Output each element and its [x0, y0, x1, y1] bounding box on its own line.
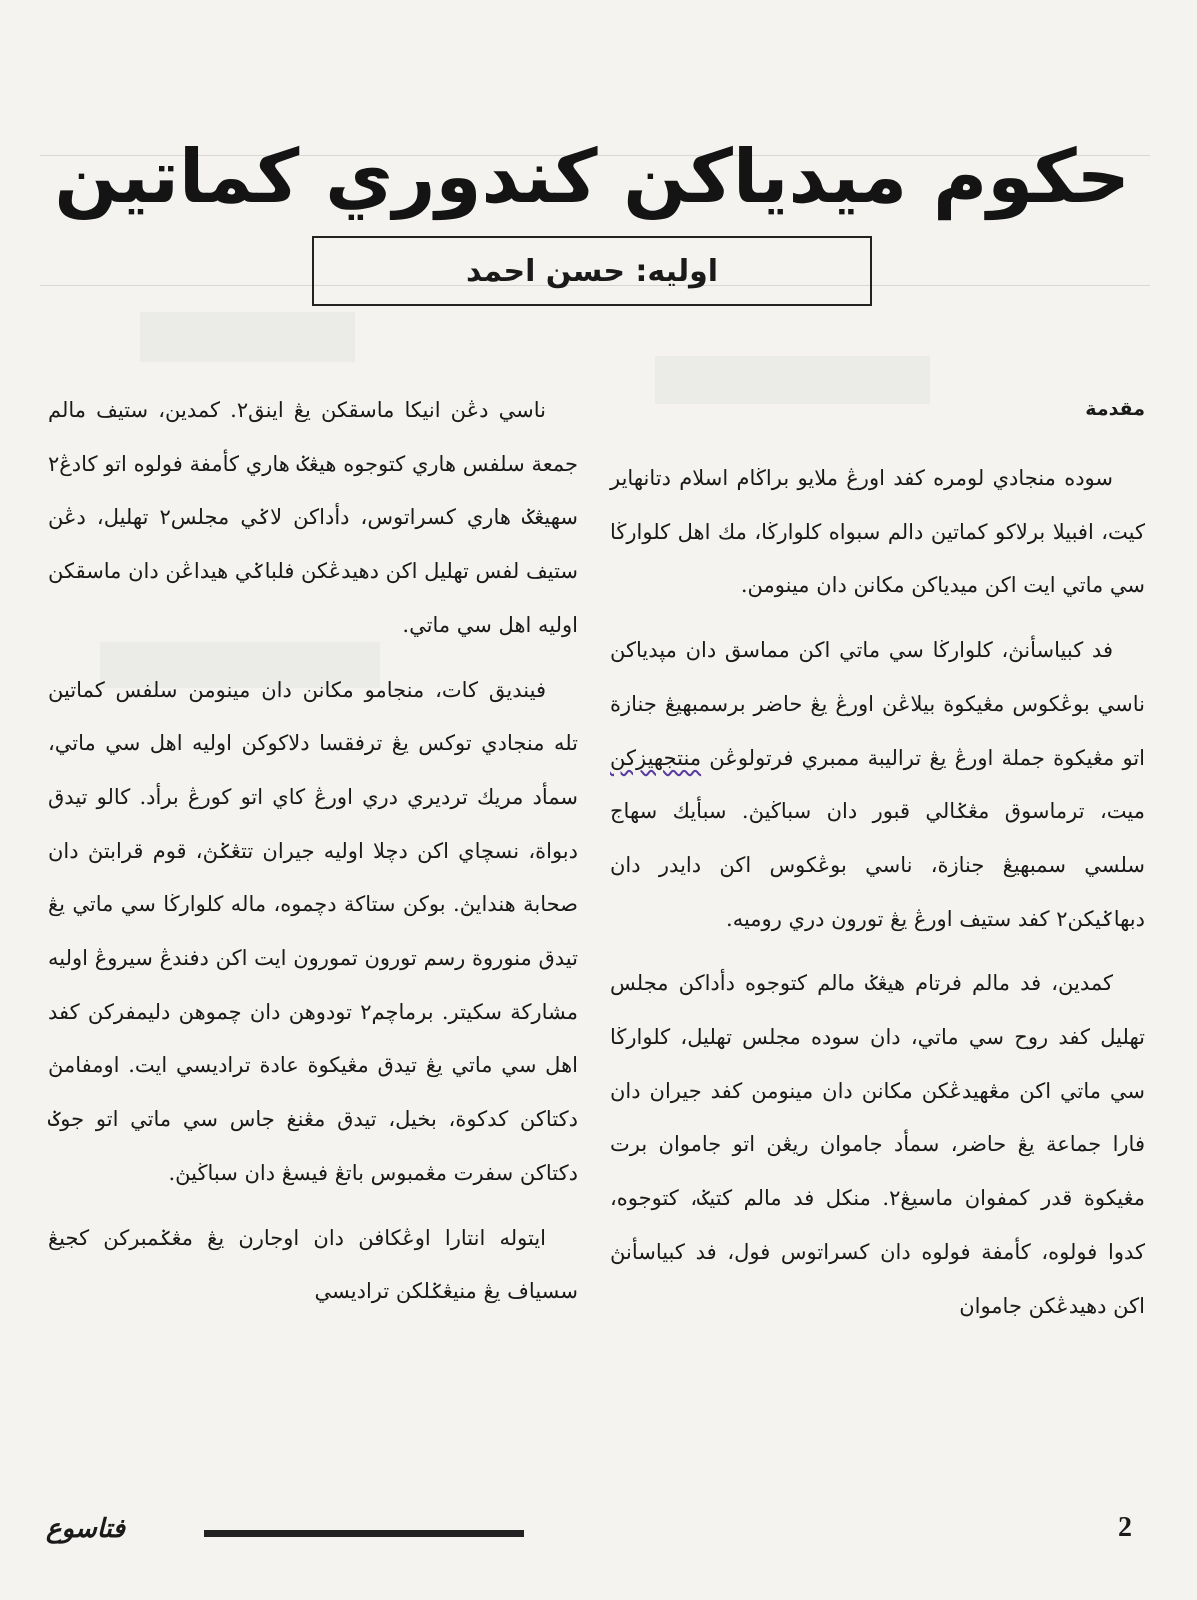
author-box — [312, 236, 872, 306]
left-column — [48, 384, 578, 1330]
author-byline: اوليه: حسن احمد — [466, 253, 719, 289]
paragraph: فينديق كات، منجامو مكانن دان مينومن سلفس كماتين تله منجادي توكس يڠ ترفقسا دلاكوكن اوليه اهل سي ماتي، سمأد مريك ترديري دري اورڠ كاي اتو كورڠ برأد. كالو تيدق دبواة، نسچاي اكن دچلا اوليه جيران تتڠݢڽ، قوم قرابتڽ دان صحابة هندايڽ. بوكن ستاكة دچموه، ماله كلوارڬا سي ماتي يڠ تيدق منوروة رسم تورون تمورون ايت اكن دفندڠ سيروڠ اوليه مشاركة سكيتر. برماچم٢ تودوهن دان چموهن دليمفركن كفد اهل سي ماتي يڠ تيدق مڠيكوة عادة تراديسي ايت. اومفامڽ دكتاكن كدكوة، بخيل، تيدق مڠنغ جاس سي ماتي اتو جوݢ دكتاكن سفرت مڠمبوس باتڠ فيسڠ دان سباڬيڽ. — [48, 677, 578, 1185]
publication-logo: فتاسوع — [46, 1514, 125, 1544]
footer-rule — [204, 1530, 524, 1537]
page-number: 2 — [1118, 1512, 1132, 1543]
right-column — [610, 452, 1145, 1344]
article-title: حكوم ميدياكن كندوري كماتين — [54, 133, 1130, 220]
paragraph: كمدين، فد مالم فرتام هيڠݢ مالم كتوجوه دأداكن مجلس تهليل كفد روح سي ماتي، دان سوده مجلس تهليل، كلوارڬا سي ماتي اكن مڠهيدڠكن مكانن دان مينومن كفد جيران دان فارا جماعة يڠ حاضر، سمأد جاموان ريڠن اتو جاموان برت مڠيكوة قدر كمفوان ماسيڠ٢. منكل فد مالم كتيݢ، كتوجوه، كدوا فولوه، كأمفة فولوه دان كسراتوس فول، فد كبياسأنڽ اكن دهيدڠكن جاموان — [610, 971, 1146, 1318]
bleed-through-block — [140, 312, 355, 362]
paragraph-underlined: فد كبياسأنڽ، كلوارڬا سي ماتي اكن مماسق دان مڽدياكن ناسي بوڠكوس مڠيكوة بيلاڠن اورڠ يڠ حاضر برسمبهيڠ جنازة اتو مڠيكوة جملة اورڠ يڠ تراليبة ممبري فرتولوڠن منتجهيزكن ميت، ترماسوق مڠݢالي قبور دان سباڬيڽ. سبأيك سهاج سلسي سمبهيڠ جنازة، ناسي بوڠكوس اكن دايدر دان دبهاݢيكن٢ كفد ستيف اورڠ يڠ تورون دري روميه. — [610, 638, 1145, 931]
paragraph: سوده منجادي لومره كفد اورڠ ملايو براڬام اسلام دتانهاير كيت، افبيلا برلاكو كماتين دالم سبواه كلوارڬا، مك اهل كلوارڬا سي ماتي ايت اكن ميدياكن مكانن دان مينومن. — [610, 466, 1145, 598]
paragraph: ايتوله انتارا اوڠكافن دان اوجارن يڠ مڠݢمبركن كجيڠ سسياف يڠ منيڠݢلكن تراديسي — [48, 1225, 578, 1304]
underlined-word: منتجهيزكن — [610, 745, 702, 770]
section-heading: مقدمة — [1085, 398, 1145, 420]
paragraph: ناسي دڠن انيكا ماسقكن يڠ اينق٢. كمدين، ستيف مالم جمعة سلفس هاري كتوجوه هيڠݢ هاري كأمفة فولوه اتو كادڠ٢ سهيڠݢ هاري كسراتوس، دأداكن لاݢي مجلس٢ تهليل، دڠن ستيف لفس تهليل اكن دهيدڠكن فلباݢي هيداڠن دان ماسقكن اوليه اهل سي ماتي. — [47, 398, 579, 637]
bleed-through-block — [655, 356, 930, 404]
